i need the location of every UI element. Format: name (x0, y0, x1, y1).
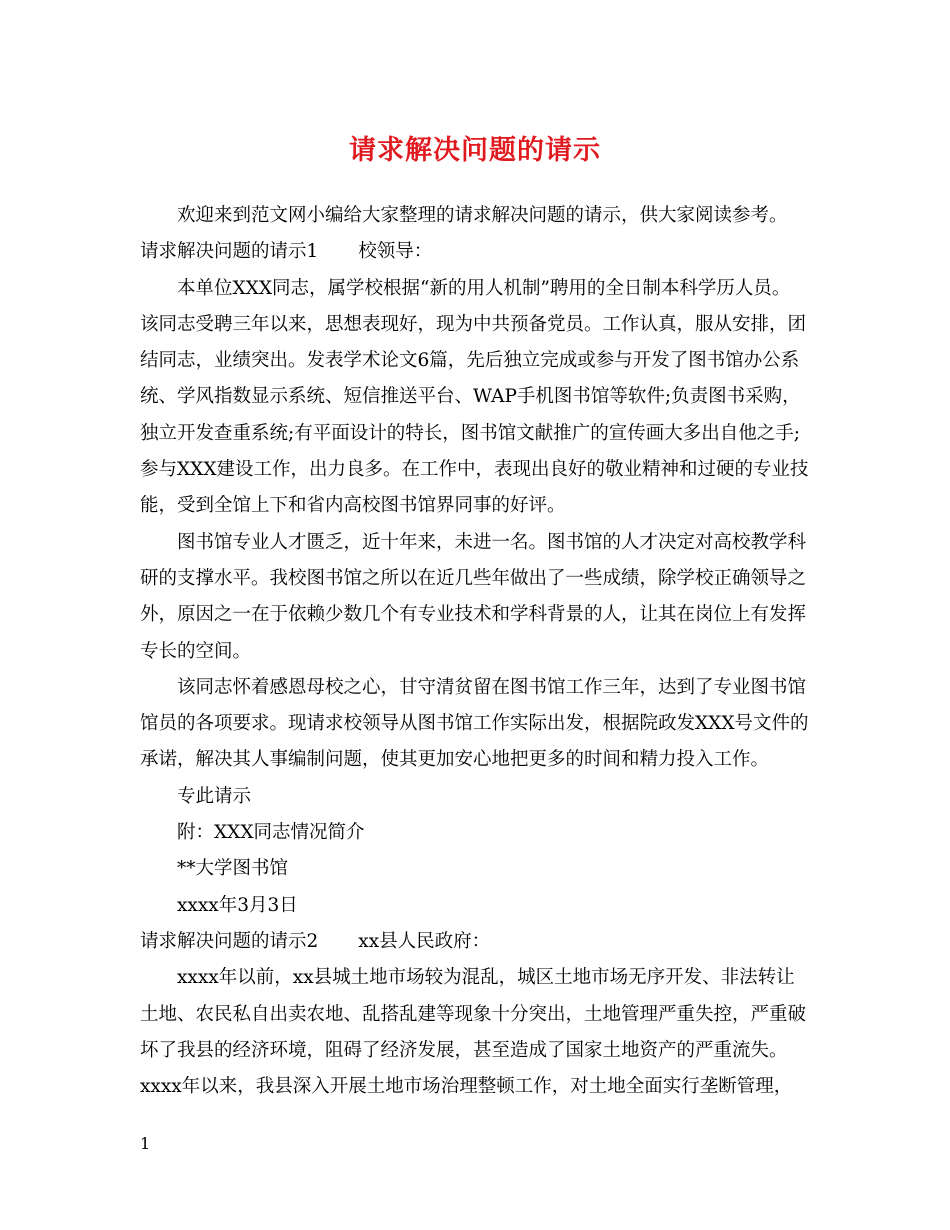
addressee: xx县人民政府： (358, 930, 491, 952)
body-line: 承诺，解决其人事编制问题，使其更加安心地把更多的时间和精力投入工作。 (140, 749, 770, 771)
section-heading: 请求解决问题的请示1 (140, 241, 319, 263)
body-line: 外，原因之一在于依赖少数几个有专业技术和学科背景的人，让其在岗位上有发挥 (140, 604, 807, 626)
body-line: 专长的空间。 (140, 640, 252, 662)
body-line: xxxx年以来，我县深入开展土地市场治理整顿工作，对土地全面实行垄断管理， (140, 1076, 793, 1098)
body-line: 土地、农民私自出卖农地、乱搭乱建等现象十分突出，土地管理严重失控，严重破 (140, 1003, 807, 1025)
section-heading-line (140, 234, 815, 270)
body-line: 能，受到全馆上下和省内高校图书馆界同事的好评。 (140, 495, 566, 517)
body-line: 研的支撑水平。我校图书馆之所以在近几些年做出了一些成绩，除学校正确领导之 (140, 567, 807, 589)
body-line: xxxx年以前，xx县城土地市场较为混乱，城区土地市场无序开发、非法转让 (177, 967, 795, 989)
addressee: 校领导： (358, 241, 433, 263)
attachment-line: 附：XXX同志情况简介 (177, 822, 365, 844)
body-line: 馆员的各项要求。现请求校领导从图书馆工作实际出发，根据院政发XXX号文件的 (140, 713, 809, 735)
section-heading: 请求解决问题的请示2 (140, 930, 319, 952)
signature-line: **大学图书馆 (177, 858, 289, 880)
body-line: 图书馆专业人才匮乏，近十年来，未进一名。图书馆的人才决定对高校教学科 (177, 531, 807, 553)
date-line: xxxx年3月3日 (177, 894, 298, 916)
document-body (140, 198, 815, 1105)
body-line: 参与XXX建设工作，出力良多。在工作中，表现出良好的敬业精神和过硬的专业技 (140, 459, 809, 481)
document-title: 请求解决问题的请示 (349, 135, 601, 166)
body-line: 结同志，业绩突出。发表学术论文6篇，先后独立完成或参与开发了图书馆办公系 (140, 350, 800, 372)
body-line: 欢迎来到范文网小编给大家整理的请求解决问题的请示，供大家阅读参考。 (177, 205, 788, 226)
body-line: 本单位XXX同志，属学校根据“新的用人机制”聘用的全日制本科学历人员。 (177, 277, 791, 299)
closing-line: 专此请示 (177, 785, 252, 807)
body-line: 统、学风指数显示系统、短信推送平台、WAP手机图书馆等软件;负责图书采购， (140, 386, 801, 408)
body-line: 独立开发查重系统;有平面设计的特长，图书馆文献推广的宣传画大多出自他之手; (140, 422, 800, 444)
body-line: 坏了我县的经济环境，阻碍了经济发展，甚至造成了国家土地资产的严重流失。 (140, 1039, 788, 1061)
section-heading-line (140, 924, 815, 960)
page-number: 1 (140, 1134, 151, 1153)
body-line: 该同志受聘三年以来，思想表现好，现为中共预备党员。工作认真，服从安排，团 (140, 313, 807, 335)
body-line: 该同志怀着感恩母校之心，甘守清贫留在图书馆工作三年，达到了专业图书馆 (177, 676, 807, 698)
